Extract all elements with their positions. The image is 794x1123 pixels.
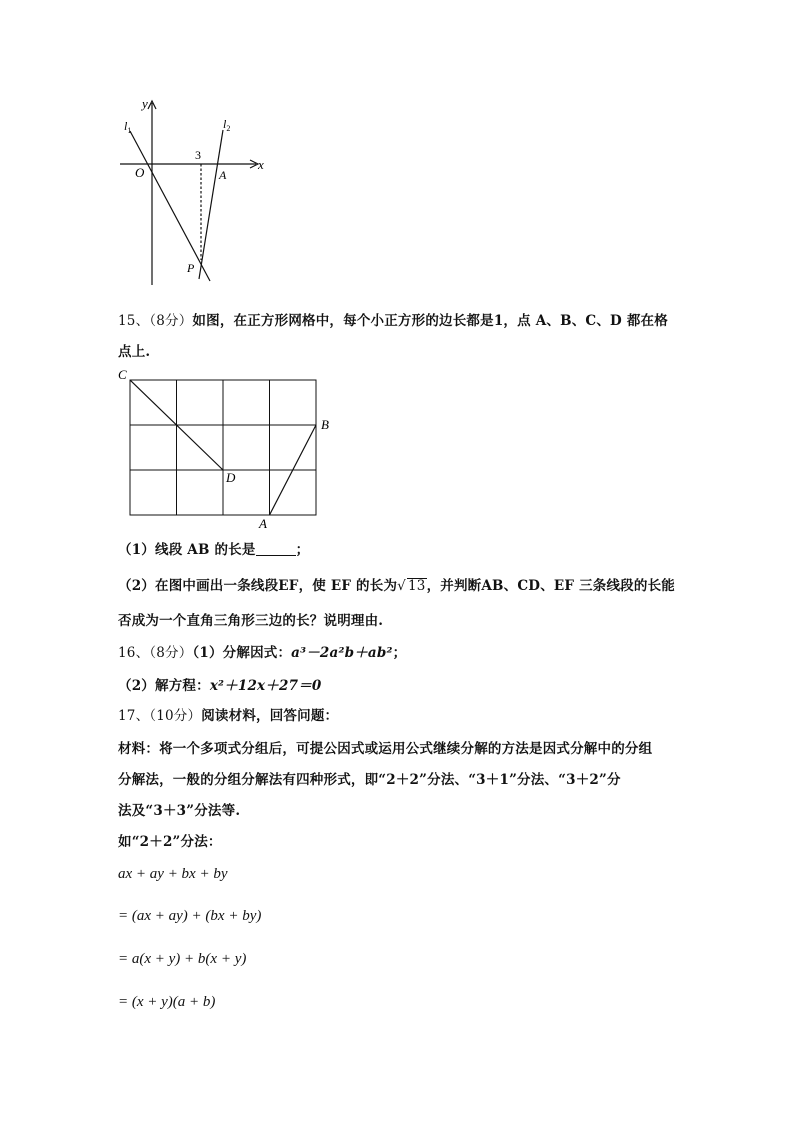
q17-material-3: 法及“3＋3”分法等. (118, 803, 241, 819)
point-a-label: A (219, 168, 227, 182)
q15-text: 如图，在正方形网格中，每个小正方形的边长都是1，点 A、B、C、D 都在格 (192, 313, 668, 329)
q16-stem: 16、（8分）（1）分解因式：a³－2a²b＋ab²； (118, 645, 407, 661)
q15-part1: （1）线段 AB 的长是 ； (118, 542, 310, 558)
q15-part2-cont: 否成为一个直角三角形三边的长？说明理由. (118, 613, 384, 629)
q16-expression-1: a³－2a²b＋ab² (291, 645, 393, 661)
sqrt-symbol: √ (397, 578, 406, 594)
sqrt-radicand: 13 (407, 578, 426, 594)
x-axis-label: x (258, 157, 264, 172)
y-axis-label: y (142, 96, 148, 111)
q15-number: 15、 (118, 313, 150, 329)
tick-label-3: 3 (195, 148, 201, 162)
math-step-4: = (x + y)(a + b) (118, 994, 216, 1010)
origin-label: O (135, 165, 145, 180)
q17-example-intro: 如“2＋2”分法： (118, 834, 222, 850)
grid-point-a: A (259, 516, 267, 531)
q16-expression-2: x²＋12x＋27＝0 (209, 678, 322, 694)
line-l2 (199, 130, 223, 279)
q16-part2: （2）解方程：x²＋12x＋27＝0 (118, 678, 322, 694)
point-p-label: P (187, 261, 195, 275)
l2-label: $l_2$ (223, 117, 231, 133)
q17-material-1: 材料：将一个多项式分组后，可提公因式或运用公式继续分解的方法是因式分解中的分组 (118, 741, 653, 757)
q17-stem: 17、（10分）阅读材料，回答问题： (118, 708, 339, 724)
math-step-3: = a(x + y) + b(x + y) (118, 951, 247, 967)
q15-stem (118, 311, 668, 331)
q15-score: （8分） (149, 313, 193, 329)
grid-figure (112, 366, 342, 532)
grid-point-b: B (321, 417, 329, 432)
coordinate-figure (110, 95, 270, 290)
q15-stem-cont: 点上. (118, 344, 151, 360)
l1-label: $l_1$ (124, 119, 132, 135)
math-step-2: = (ax + ay) + (bx + by) (118, 908, 262, 924)
math-step-1: ax + ay + bx + by (118, 866, 228, 882)
grid-point-d: D (226, 470, 236, 485)
answer-blank[interactable] (256, 541, 296, 556)
grid-point-c: C (118, 367, 127, 382)
q17-material-2: 分解法，一般的分组分解法有四种形式，即“2＋2”分法、“3＋1”分法、“3＋2”分 (118, 772, 621, 788)
q15-part2: （2）在图中画出一条线段EF，使 EF 的长为√ 13，并判断AB、CD、EF 三条线段的长能 (118, 578, 675, 594)
